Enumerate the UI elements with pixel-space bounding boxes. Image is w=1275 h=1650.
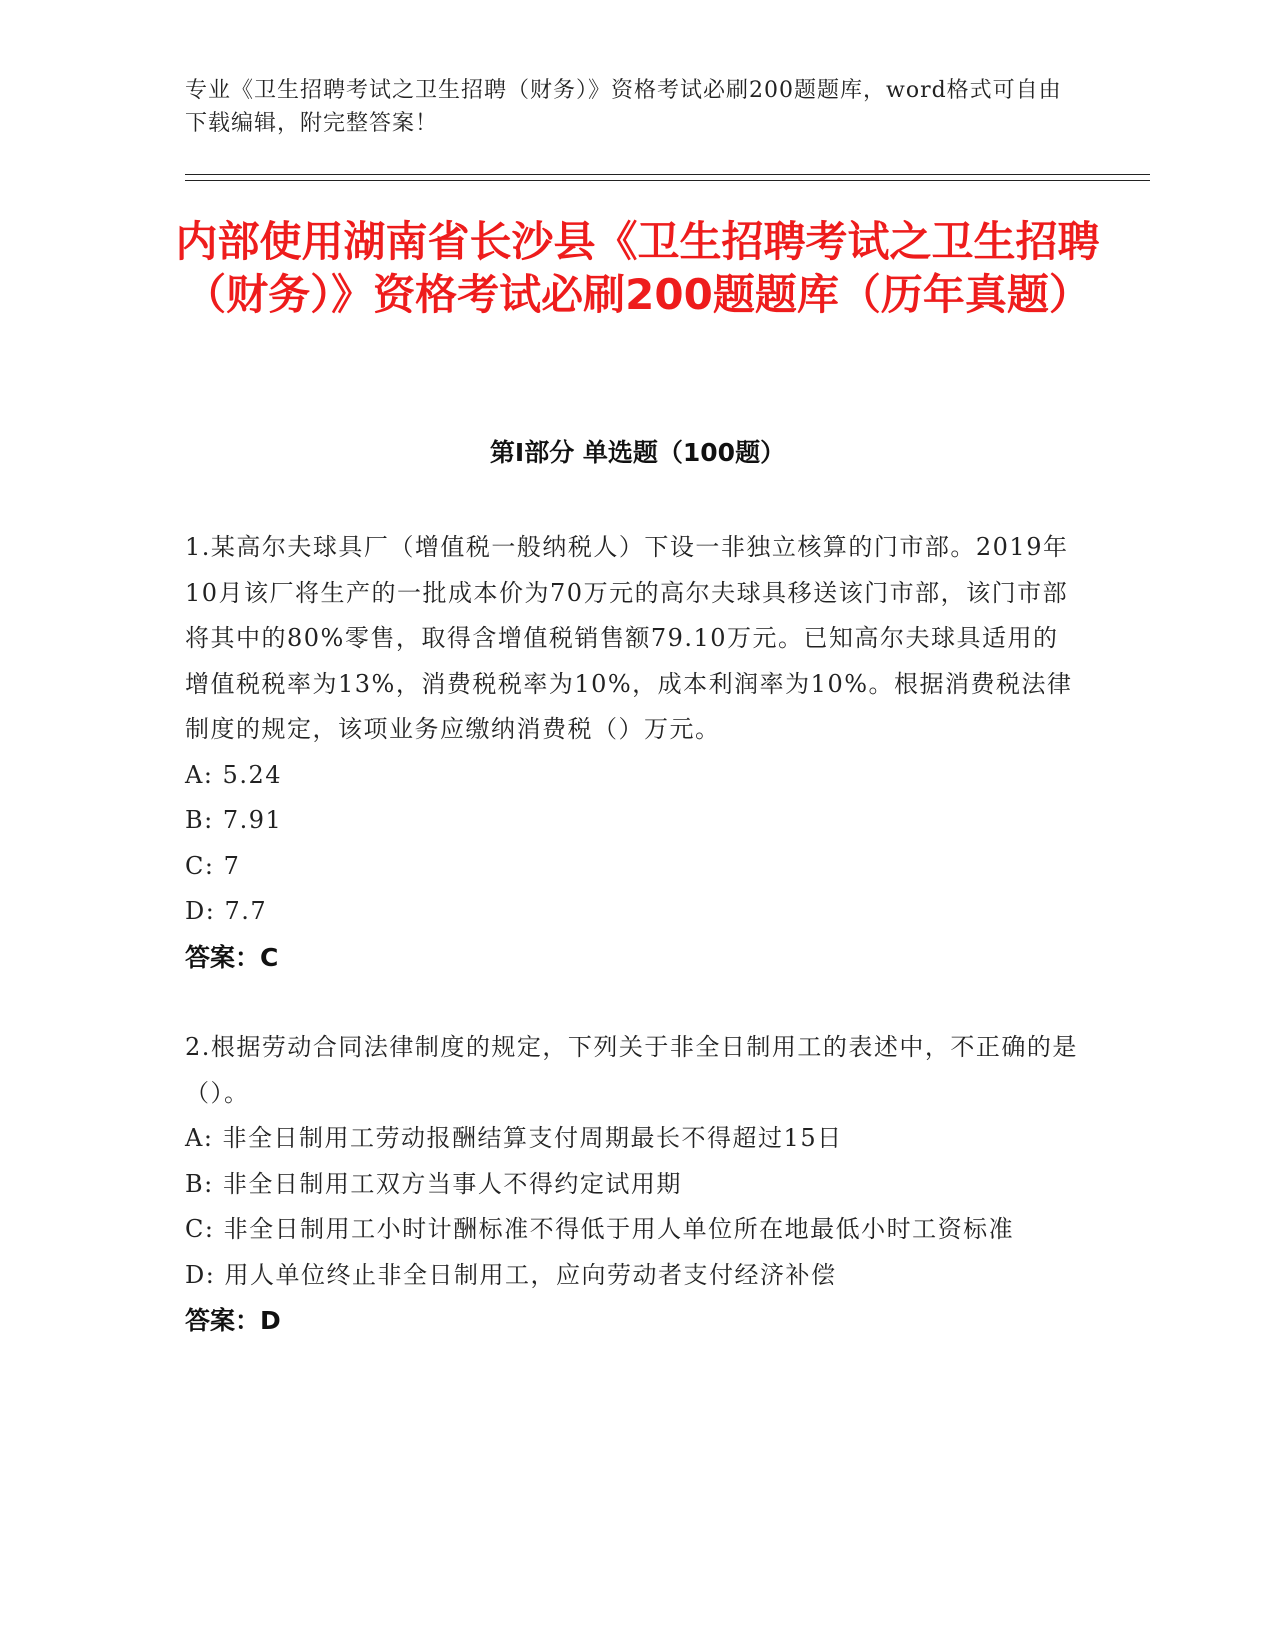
option-a: A: 非全日制用工劳动报酬结算支付周期最长不得超过15日 (185, 1124, 843, 1152)
answer: 答案：D (185, 1306, 281, 1335)
option-c: C: 7 (185, 851, 241, 880)
question-2 (185, 1025, 1080, 1344)
document-title: 内部使用湖南省长沙县《卫生招聘考试之卫生招聘（财务）》资格考试必刷200题题库（历年真题） (175, 217, 1100, 319)
option-c: C: 非全日制用工小时计酬标准不得低于用人单位所在地最低小时工资标准 (185, 1215, 1015, 1243)
answer: 答案：C (185, 942, 279, 972)
header-rule-bottom (185, 180, 1150, 181)
question-stem: 2.根据劳动合同法律制度的规定，下列关于非全日制用工的表述中，不正确的是（）。 (185, 1033, 1078, 1107)
header-rule-top (185, 174, 1150, 175)
question-stem: 1.某高尔夫球具厂（增值税一般纳税人）下设一非独立核算的门市部。2019年10月该厂将生产的一批成本价为70万元的高尔夫球具移送该门市部，该门市部将其中的80%零售，取得含增值税销售额79.10万元。已知高尔夫球具适用的增值税税率为13%，消费税税率为10%，成本利润率为10%。根据消费税法律制度的规定，该项业务应缴纳消费税（）万元。 (185, 533, 1073, 743)
option-b: B: 非全日制用工双方当事人不得约定试用期 (185, 1169, 682, 1198)
header-note: 专业《卫生招聘考试之卫生招聘（财务）》资格考试必刷200题题库，word格式可自由下载编辑，附完整答案！ (185, 78, 1062, 136)
question-list (185, 525, 1080, 1389)
option-a: A: 5.24 (185, 760, 282, 789)
section-heading: 第Ⅰ部分 单选题（100题） (489, 438, 786, 467)
option-b: B: 7.91 (185, 806, 283, 834)
question-1 (185, 525, 1080, 980)
option-d: D: 用人单位终止非全日制用工，应向劳动者支付经济补偿 (185, 1260, 837, 1289)
option-d: D: 7.7 (185, 897, 268, 925)
